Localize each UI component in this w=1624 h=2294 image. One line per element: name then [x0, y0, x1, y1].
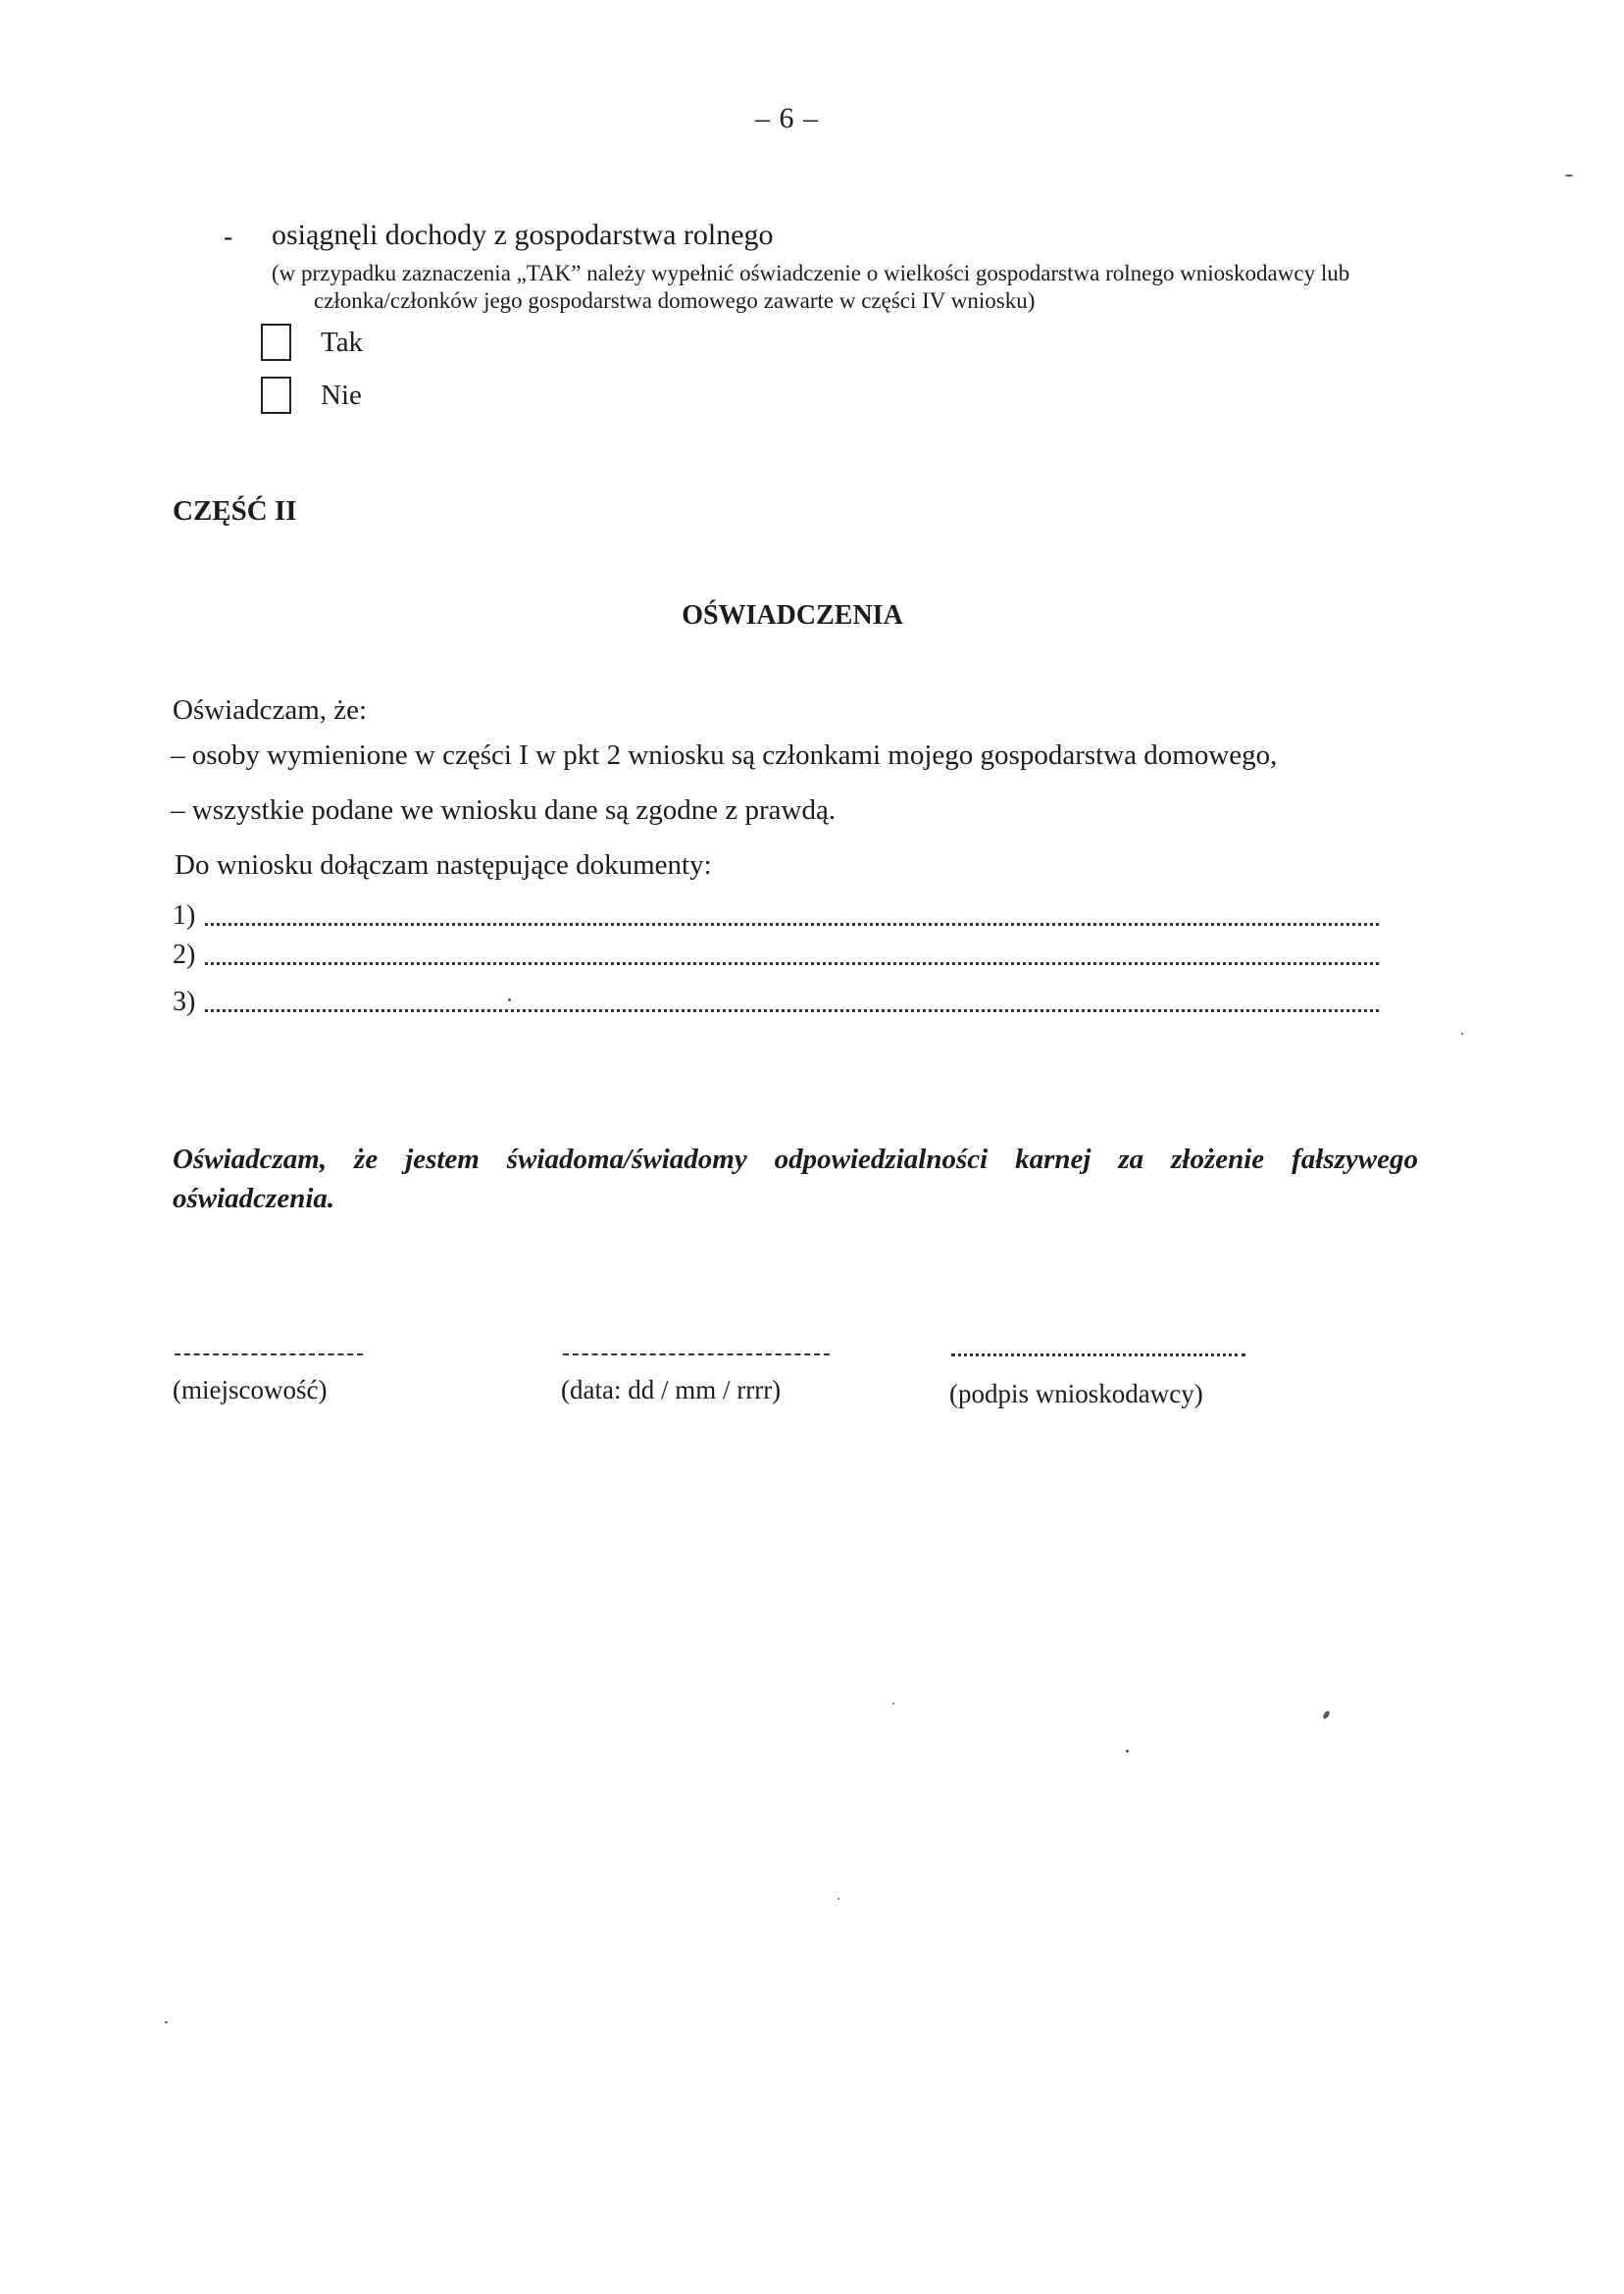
section-title: OŚWIADCZENIA — [682, 600, 903, 631]
option-nie[interactable] — [261, 377, 362, 414]
attachment-row-1 — [173, 900, 1379, 932]
signature-field[interactable] — [951, 1353, 1245, 1356]
attachment-number-1: 1) — [173, 900, 196, 931]
date-label: (data: dd / mm / rrrr) — [561, 1375, 782, 1404]
scan-speck — [508, 998, 511, 1001]
attachment-row-3 — [173, 987, 1379, 1018]
scan-speck — [1565, 175, 1573, 177]
list-dash: - — [224, 222, 233, 252]
option-tak-label: Tak — [321, 326, 364, 358]
date-field[interactable] — [563, 1353, 830, 1355]
declaration-intro: Oświadczam, że: — [173, 694, 368, 726]
signature-label: (podpis wnioskodawcy) — [949, 1379, 1203, 1408]
attachment-number-3: 3) — [173, 987, 196, 1017]
scan-speck — [165, 2021, 168, 2023]
attachment-row-2 — [173, 940, 1379, 971]
liability-statement-line-1: Oświadczam, że jestem świadoma/świadomy odpowiedzialności karnej za złożenie fałszywego — [173, 1144, 1418, 1175]
place-field[interactable] — [175, 1353, 363, 1355]
scan-speck — [892, 1703, 894, 1705]
place-label: (miejscowość) — [173, 1375, 328, 1404]
checkbox-tak[interactable] — [261, 324, 291, 361]
scan-speck — [1461, 1033, 1463, 1035]
income-note-line-1: (w przypadku zaznaczenia „TAK” należy wypełnić oświadczenie o wielkości gospodarstwa rolnego wnioskodawcy lub — [272, 261, 1350, 285]
declaration-line-household: – osoby wymienione w części I w pkt 2 wniosku są członkami mojego gospodarstwa domowego, — [171, 739, 1278, 771]
attachment-field-1[interactable] — [205, 922, 1379, 926]
attachment-field-3[interactable] — [205, 1008, 1379, 1012]
scan-speck — [1322, 1709, 1331, 1719]
attachments-intro: Do wniosku dołączam następujące dokumenty: — [175, 849, 712, 881]
income-note-line-2: członka/członków jego gospodarstwa domowego zawarte w części IV wniosku) — [314, 288, 1036, 313]
attachment-number-2: 2) — [173, 940, 196, 970]
page-number: – 6 – — [755, 102, 819, 134]
income-question: osiągnęli dochody z gospodarstwa rolnego — [272, 219, 774, 251]
attachment-field-2[interactable] — [205, 961, 1379, 965]
part-heading: CZĘŚĆ II — [173, 495, 297, 527]
declaration-line-truth: – wszystkie podane we wniosku dane są zgodne z prawdą. — [171, 794, 837, 826]
scan-speck — [1126, 1750, 1129, 1753]
option-nie-label: Nie — [321, 379, 362, 411]
option-tak[interactable] — [261, 324, 363, 361]
scan-speck — [837, 1898, 839, 1900]
liability-statement-line-2: oświadczenia. — [173, 1183, 335, 1214]
checkbox-nie[interactable] — [261, 377, 291, 414]
